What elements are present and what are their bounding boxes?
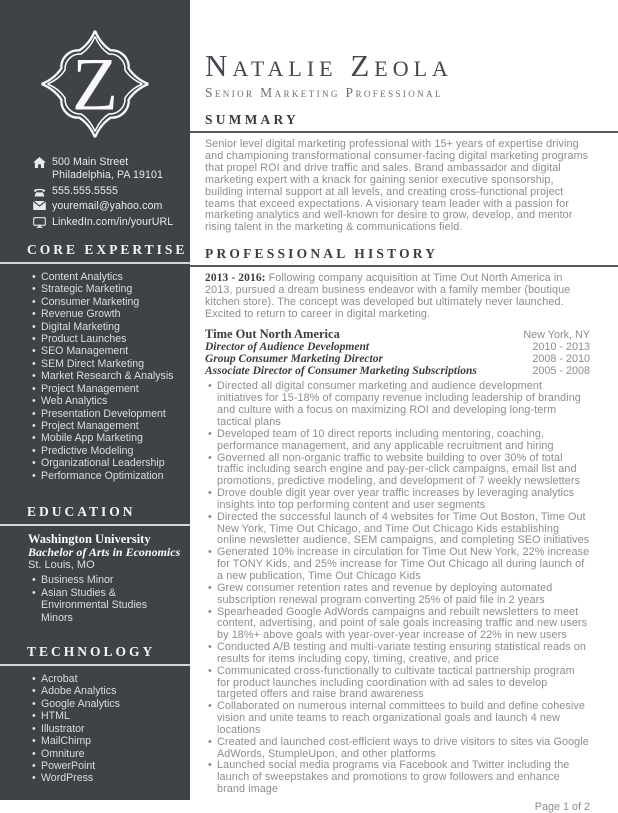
technology-list	[0, 673, 190, 785]
expertise-item: • Revenue Growth	[32, 308, 186, 320]
expertise-item: • Organizational Leadership	[32, 457, 186, 469]
sidebar-rule	[0, 262, 190, 264]
contact-lines	[52, 185, 118, 198]
role-rows	[205, 341, 590, 378]
contact-lines	[52, 216, 173, 229]
expertise-item: • Digital Marketing	[32, 321, 186, 333]
career-gap-note	[205, 273, 590, 321]
expertise-item: • Market Research & Analysis	[32, 370, 186, 382]
technology-item: • WordPress	[32, 772, 186, 784]
technology-item: • PowerPoint	[32, 760, 186, 772]
history-bullet: • Developed team of 10 direct reports including mentoring, coaching, performance management, and any applicable recruitment and hiring	[208, 429, 590, 453]
role-dates: 2005 - 2008	[532, 365, 590, 378]
history-bullet: • Launched social media programs via Facebook and Twitter including the launch of sweepstakes and promotions to grow followers and enhance brand image	[208, 760, 590, 796]
degree: Bachelor of Arts in Economics	[28, 544, 181, 559]
expertise-item: • Mobile App Marketing	[32, 432, 186, 444]
monogram-logo	[37, 26, 153, 142]
history-bullet: • Grew consumer retention rates and revenue by deploying automated subscription renewal program converting 25% of paid file in 2 years	[208, 583, 590, 607]
expertise-item: • Performance Optimization	[32, 470, 186, 482]
technology-item: • HTML	[32, 710, 186, 722]
main-rule	[190, 131, 618, 133]
expertise-item: • Project Management	[32, 383, 186, 395]
summary-heading: SUMMARY	[205, 112, 299, 127]
expertise-item: • Content Analytics	[32, 271, 186, 283]
email-icon	[33, 201, 48, 210]
education-bullet-list	[28, 574, 182, 624]
page-footer: Page 1 of 2	[534, 801, 590, 813]
company-location: New York, NY	[523, 328, 590, 341]
history-bullet: • Directed all digital consumer marketing and audience development initiatives for 15-18% of company revenue including leadership of branding and culture with a focus on maximizing ROI and developing long-term tactical plans	[208, 381, 590, 428]
history-bullet: • Generated 10% increase in circulation for Time Out New York, 22% increase for TONY Kids, and 25% increase for Time Out Chicago all during launch of a new publication, Time Out Chicago Kids	[208, 547, 590, 583]
contact-line: 555.555.5555	[52, 184, 119, 197]
contact-line[interactable]: youremail@yahoo.com	[52, 200, 163, 213]
school-location: St. Louis, MO	[28, 559, 95, 572]
contact-lines	[52, 200, 162, 213]
contact-line: 500 Main Street	[52, 156, 129, 168]
technology-item: • Illustrator	[32, 723, 186, 735]
history-bullet-list	[205, 381, 590, 796]
expertise-item: • SEM Direct Marketing	[32, 358, 186, 370]
main-rule	[190, 265, 618, 267]
history-bullet: • Governed all non-organic traffic to website building to over 30% of total traffic including search engine and pay-per-click campaigns, email list and promotions, predictive modeling, and development of 7 weekly newsletters	[208, 453, 590, 489]
role-title: Associate Director of Consumer Marketing Subscriptions	[205, 365, 477, 378]
expertise-item: • Web Analytics	[32, 395, 186, 407]
monogram-letter: Z	[71, 43, 119, 127]
technology-item: • Omniture	[32, 748, 186, 760]
expertise-item: • Project Management	[32, 420, 186, 432]
technology-item: • Acrobat	[32, 673, 186, 685]
contact-line[interactable]: LinkedIn.com/in/yourURL	[52, 215, 174, 228]
education-bullet: • Asian Studies & Environmental Studies Minors	[32, 587, 178, 624]
technology-heading: TECHNOLOGY	[27, 644, 156, 660]
phone-icon	[33, 186, 48, 197]
gap-date-range: 2013 - 2016:	[205, 272, 266, 285]
sidebar-rule	[0, 664, 190, 666]
core-expertise-heading: CORE EXPERTISE	[27, 242, 188, 258]
education-bullet: • Business Minor	[32, 574, 178, 586]
role-row	[205, 353, 590, 365]
role-dates: 2008 - 2010	[532, 353, 590, 366]
contact-item	[33, 200, 184, 213]
history-bullet: • Spearheaded Google AdWords campaigns and rebuilt newsletters to meet content, advertising, and point of sale goals increasing traffic and new users by 18%+ above goals with year-over-year increase of 22% in new users	[208, 607, 590, 643]
gap-note-text: Following company acquisition at Time Out North America in 2013, pursued a dream business endeavor with a family member (boutique kitchen store). The concept was developed but ultimately never launched. Excited to return to career in digital marketing.	[205, 272, 571, 320]
expertise-item: • Strategic Marketing	[32, 283, 186, 295]
role-row	[205, 365, 590, 377]
education-heading: EDUCATION	[27, 503, 136, 519]
linkedin-icon	[33, 217, 48, 228]
contact-item	[33, 216, 184, 229]
history-bullet: • Created and launched cost-efficient ways to drive visitors to sites via Google AdWords, StumpleUpon, and other platforms	[208, 737, 590, 761]
history-bullet: • Collaborated on numerous internal committees to build and define cohesive vision and unite teams to reach organizational goals and launch 4 new locations	[208, 701, 590, 737]
company-name: Time Out North America	[205, 326, 340, 341]
summary-text: Senior level digital marketing professional with 15+ years of expertise driving and championing transformational consumer-facing digital marketing programs that propel ROI and drive traffic and sales. Brand ambassador and digital marketing expert with a knack for gaining senior executive sponsorship, building internal support at all levels, and creating cross-functional project teams that exceed expectations. A visionary team leader with a passion for marketing analytics and well-known for desire to grow, develop, and mentor rising talent in the marketing & communications field.	[205, 138, 589, 234]
contact-item	[33, 185, 184, 198]
home-icon	[33, 157, 48, 168]
expertise-item: • Product Launches	[32, 333, 186, 345]
expertise-item: • Presentation Development	[32, 408, 186, 420]
technology-item: • Google Analytics	[32, 698, 186, 710]
education-block	[0, 526, 190, 624]
history-bullet: • Communicated cross-functionally to cultivate tactical partnership program for product launches including coordination with ad sales to develop targeted offers and raise brand awareness	[208, 666, 590, 702]
expertise-item: • SEO Management	[32, 345, 186, 357]
technology-item: • MailChimp	[32, 735, 186, 747]
contact-item	[33, 156, 184, 183]
history-bullet: • Drove double digit year over year traffic increases by leveraging analytics insights into top performing content and user segments	[208, 488, 590, 512]
school-name: Washington University	[28, 531, 151, 546]
contact-line: Philadelphia, PA 19101	[52, 169, 163, 182]
person-title: Senior Marketing Professional	[205, 85, 443, 100]
role-dates: 2010 - 2013	[532, 340, 590, 353]
expertise-item: • Predictive Modeling	[32, 445, 186, 457]
role-title: Group Consumer Marketing Director	[205, 353, 383, 366]
contact-lines	[52, 156, 163, 183]
history-bullet: • Directed the successful launch of 4 websites for Time Out Boston, Time Out New York, Time Out Chicago, and Time Out Chicago Kids establishing online newsletter audience, SEM campaigns, and completing SEO initiatives	[208, 512, 590, 548]
contact-list	[0, 156, 190, 229]
person-name: Natalie Zeola	[205, 48, 453, 83]
role-row	[205, 341, 590, 353]
core-expertise-list	[0, 271, 190, 482]
technology-item: • Adobe Analytics	[32, 685, 186, 697]
header	[205, 50, 590, 100]
expertise-item: • Consumer Marketing	[32, 296, 186, 308]
company-row	[205, 328, 590, 341]
role-title: Director of Audience Development	[205, 340, 370, 353]
history-bullet: • Conducted A/B testing and multi-variate testing ensuring statistical reads on results for items including copy, timing, creative, and price	[208, 642, 590, 666]
main-column	[190, 0, 618, 813]
sidebar	[0, 0, 190, 800]
history-heading: PROFESSIONAL HISTORY	[205, 246, 439, 262]
